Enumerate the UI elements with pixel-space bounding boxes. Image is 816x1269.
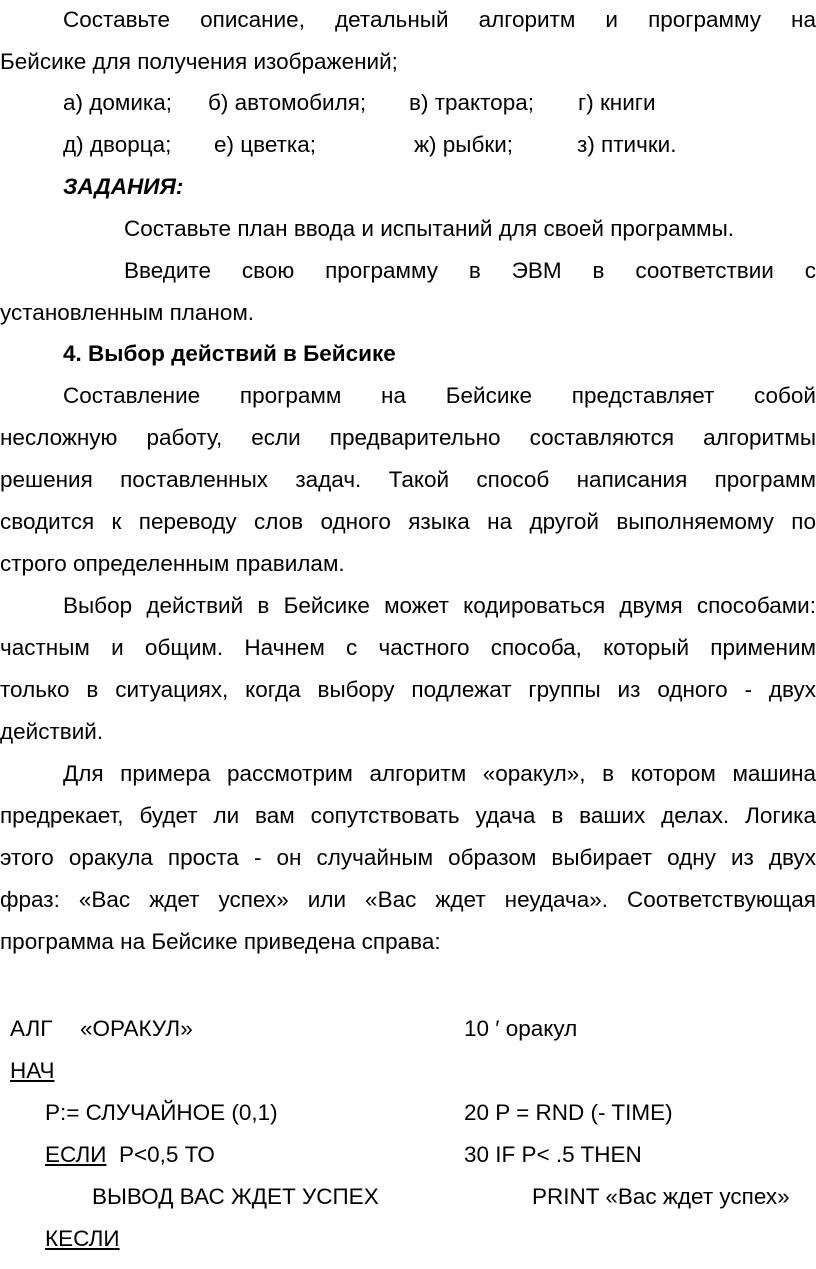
tasks-heading: ЗАДАНИЯ:	[63, 174, 184, 199]
list-item: в) трактора;	[409, 90, 534, 115]
list-item: е) цветка;	[214, 132, 317, 157]
list-item: д) дворца;	[63, 132, 172, 157]
paragraph-line: Для примера рассмотрим алгоритм «оракул», в котором машина	[63, 761, 816, 786]
task-2-line-2: установленным планом.	[0, 300, 255, 325]
paragraph-line: фраз: «Вас ждет успех» или «Вас ждет неудача». Соответствующая	[0, 887, 816, 912]
paragraph-line: действий.	[0, 719, 104, 744]
task-2-line-1: Введите свою программу в ЭВМ в соответствии с	[124, 258, 816, 283]
begin-keyword: НАЧ	[10, 1058, 55, 1083]
paragraph-line: только в ситуациях, когда выбору подлежат группы из одного - двух	[0, 677, 816, 702]
if-condition: P<0,5 ТО	[119, 1142, 215, 1167]
task-1: Составьте план ввода и испытаний для своей программы.	[124, 216, 735, 241]
list-item: з) птички.	[577, 132, 677, 157]
if-keyword: ЕСЛИ	[45, 1142, 107, 1167]
list-item: ж) рыбки;	[414, 132, 514, 157]
output-statement: ВЫВОД ВАС ЖДЕТ УСПЕХ	[92, 1184, 379, 1209]
list-item: а) домика;	[63, 90, 173, 115]
paragraph-line: частным и общим. Начнем с частного способа, который применим	[0, 635, 816, 660]
paragraph-line: несложную работу, если предварительно составляются алгоритмы	[0, 425, 816, 450]
paragraph-line: этого оракула проста - он случайным образом выбирает одну из двух	[0, 845, 816, 870]
section-heading: 4. Выбор действий в Бейсике	[63, 341, 396, 366]
assign-statement: P:= СЛУЧАЙНОЕ (0,1)	[45, 1100, 278, 1125]
paragraph-line: решения поставленных задач. Такой способ написания программ	[0, 467, 816, 492]
paragraph-line: Выбор действий в Бейсике может кодироваться двумя способами:	[63, 593, 816, 618]
basic-line-20: 20 P = RND (- TIME)	[464, 1100, 673, 1125]
endif-keyword: КЕСЛИ	[45, 1226, 120, 1251]
paragraph-line: Составление программ на Бейсике представляет собой	[63, 383, 816, 408]
basic-line-30: 30 IF P< .5 THEN	[464, 1142, 642, 1167]
alg-keyword: АЛГ	[10, 1016, 53, 1041]
list-item: б) автомобиля;	[208, 90, 367, 115]
paragraph-line: предрекает, будет ли вам сопутствовать удача в ваших делах. Логика	[0, 803, 816, 828]
paragraph-line: сводится к переводу слов одного языка на другой выполняемому по	[0, 509, 816, 534]
paragraph-line: программа на Бейсике приведена справа:	[0, 929, 441, 954]
intro-line-1: Составьте описание, детальный алгоритм и программу на	[63, 7, 816, 32]
list-item: г) книги	[578, 90, 656, 115]
intro-line-2: Бейсике для получения изображений;	[0, 49, 398, 74]
alg-name: «ОРАКУЛ»	[80, 1016, 193, 1041]
paragraph-line: строго определенным правилам.	[0, 551, 345, 576]
basic-line-10: 10 ′ оракул	[464, 1016, 578, 1041]
basic-print: PRINT «Вас ждет успех»	[532, 1184, 790, 1209]
